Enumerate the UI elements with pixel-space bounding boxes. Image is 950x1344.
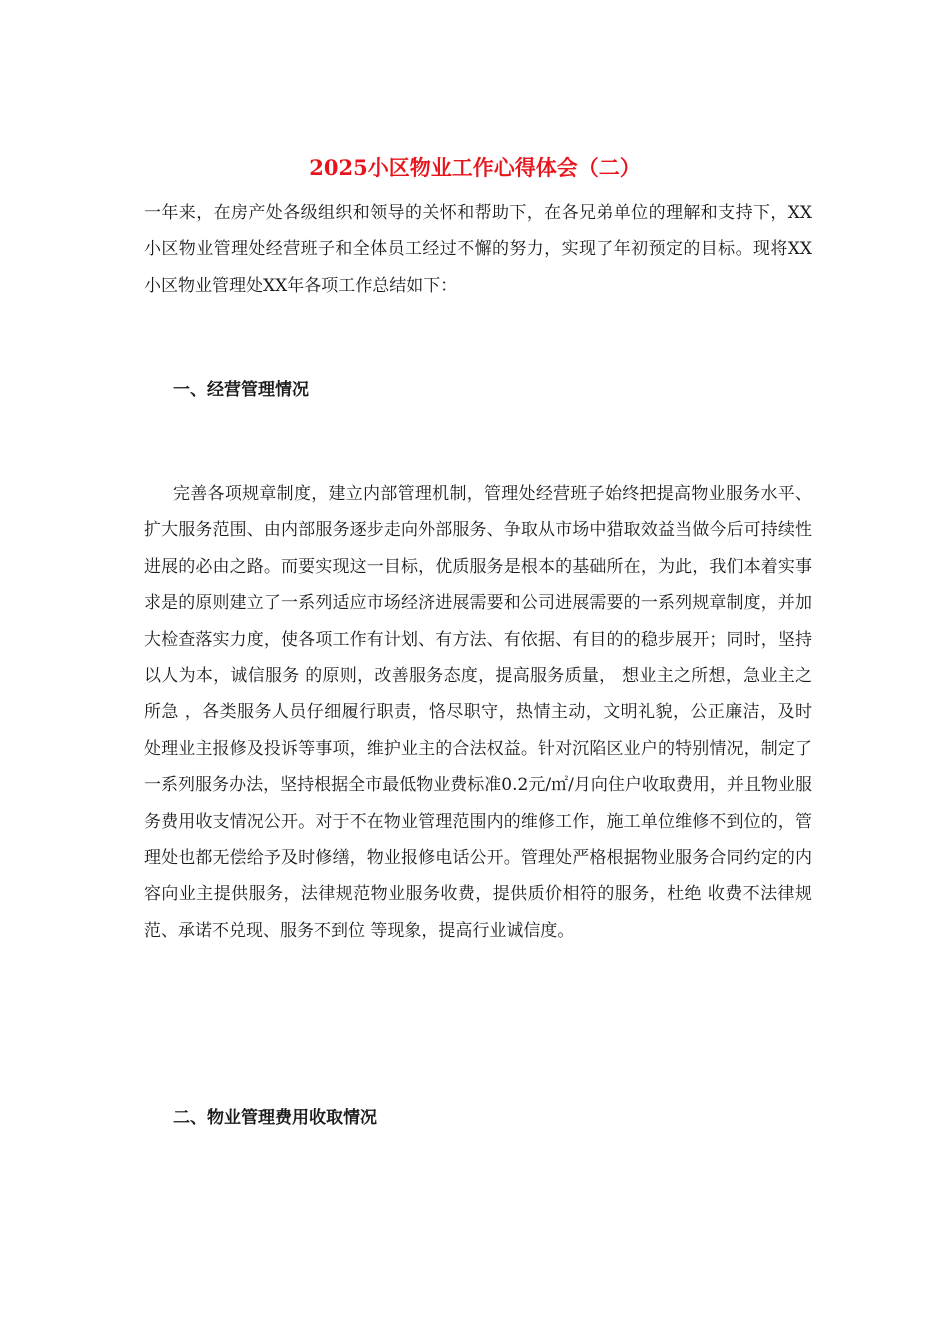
document-title: 2025小区物业工作心得体会（二） [309,155,641,180]
section-body-operations: 完善各项规章制度，建立内部管理机制，管理处经营班子始终把提高物业服务水平、扩大服务范围、由内部服务逐步走向外部服务、争取从市场中猎取效益当做今后可持续性进展的必由之路。而要实现这一目标，优质服务是根本的基础所在，为此，我们本着实事求是的原则建立了一系列适应市场经济进展需要和公司进展需要的一系列规章制度，并加大检查落实力度，使各项工作有计划、有方法、有依据、有目的的稳步展开；同时，坚持 以人为本，诚信服务 的原则，改善服务态度，提高服务质量， 想业主之所想，急业主之所急 ，各类服务人员仔细履行职责，恪尽职守，热情主动，文明礼貌，公正廉洁，及时处理业主报修及投诉等事项，维护业主的合法权益。针对沉陷区业户的特别情况，制定了一系列服务办法，坚持根据全市最低物业费标准0.2元/㎡/月向住户收取费用，并且物业服务费用收支情况公开。对于不在物业管理范围内的维修工作，施工单位维修不到位的，管理处也都无偿给予及时修缮，物业报修电话公开。管理处严格根据物业服务合同约定的内容向业主提供服务，法律规范物业服务收费，提供质价相符的服务，杜绝 收费不法律规范、承诺不兑现、服务不到位 等现象，提高行业诚信度。 [144,484,818,941]
section-heading-operations: 一、经营管理情况 [173,380,309,400]
intro-paragraph: 一年来，在房产处各级组织和领导的关怀和帮助下，在各兄弟单位的理解和支持下，XX小区物业管理处经营班子和全体员工经过不懈的努力，实现了年初预定的目标。现将XX小区物业管理处XX年各项工作总结如下： [144,203,812,296]
section-heading-fees: 二、物业管理费用收取情况 [173,1108,377,1128]
